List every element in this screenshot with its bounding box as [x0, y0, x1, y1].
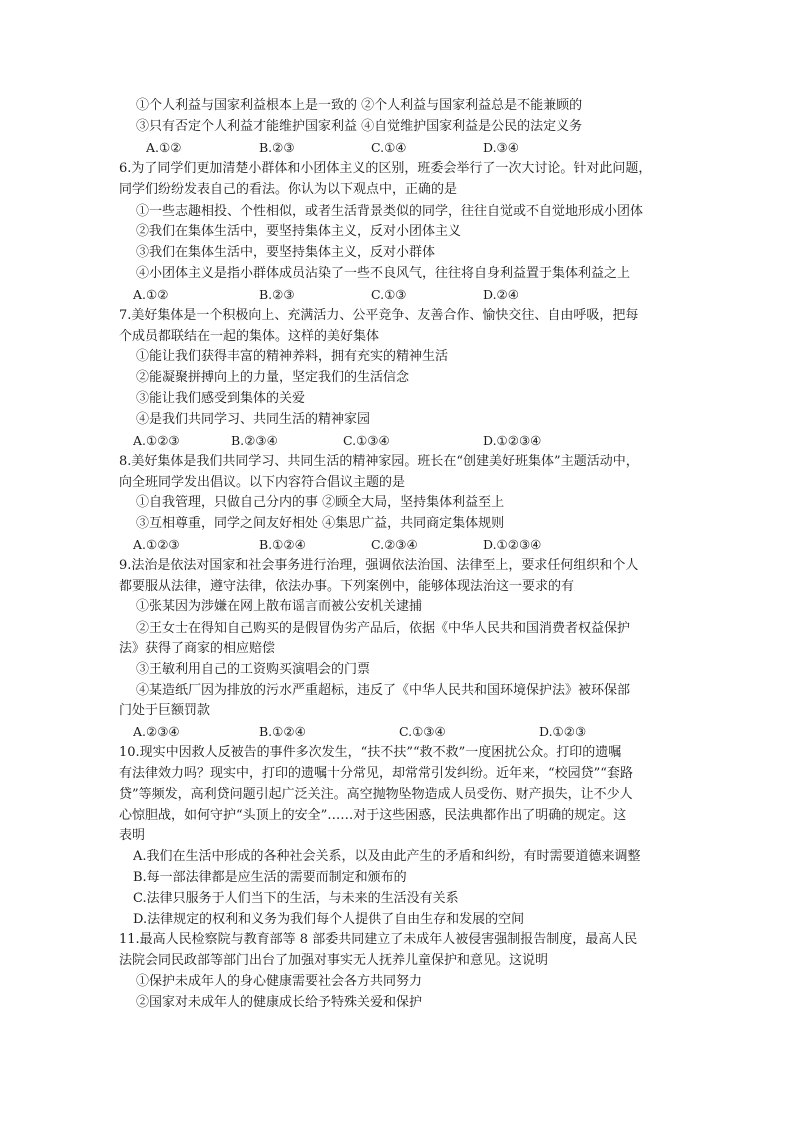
q7-option-4: ④是我们共同学习、共同生活的精神家园 [136, 412, 371, 427]
q9-stem-line-1: 9.法治是依法对国家和社会事务进行治理，强调依法治国、法律至上，要求任何组织和个人 [119, 558, 639, 573]
q6-option-4: ④小团体主义是指小群体成员沾染了一些不良风气，往往将自身利益置于集体利益之上 [136, 266, 631, 281]
q7-stem-line-2: 个成员都联结在一起的集体。这样的美好集体 [119, 329, 380, 344]
q11-option-2: ②国家对未成年人的健康成长给予特殊关爱和保护 [136, 995, 423, 1010]
q10-stem-line-2: 有法律效力吗？现实中，打印的遗嘱十分常见，却常常引发纠纷。近年来，“校园贷”“套路 [119, 766, 633, 781]
q5-option-line-2: ③只有否定个人利益才能维护国家利益 ④自觉维护国家利益是公民的法定义务 [136, 119, 583, 134]
q11-stem-line-2: 法院会同民政部等部门出台了加强对事实无人抚养儿童保护和意见。这说明 [119, 953, 549, 968]
q5-choice-c: C.①④ [371, 140, 407, 155]
q7-option-3: ③能让我们感受到集体的关爱 [136, 391, 306, 406]
q7-choice-c: C.①③④ [343, 433, 390, 448]
q10-stem-line-5: 表明 [119, 828, 146, 843]
q9-stem-line-2: 都要服从法律，遵守法律，依法办事。下列案例中，能够体现法治这一要求的有 [119, 579, 575, 594]
q8-choice-b: B.①②④ [259, 537, 306, 552]
q6-stem-line-2: 同学们纷纷发表自己的看法。你认为以下观点中，正确的是 [119, 182, 458, 197]
q8-stem-line-1: 8.美好集体是我们共同学习、共同生活的精神家园。班长在“创建美好班集体”主题活动中， [119, 454, 639, 469]
q10-option-a: A.我们在生活中形成的各种社会关系，以及由此产生的矛盾和纠纷，有时需要道德来调整 [133, 849, 641, 864]
q6-choice-a: A.①② [133, 287, 169, 302]
q5-option-line-1: ①个人利益与国家利益根本上是一致的 ②个人利益与国家利益总是不能兼顾的 [136, 98, 583, 113]
q9-choice-b: B.①②④ [259, 724, 306, 739]
q9-option-3: ③王敏利用自己的工资购买演唱会的门票 [136, 662, 371, 677]
q10-option-b: B.每一部法律都是应生活的需要而制定和颁布的 [133, 870, 407, 885]
q7-choice-d: D.①②③④ [483, 433, 542, 448]
q6-stem-line-1: 6.为了同学们更加清楚小群体和小团体主义的区别，班委会举行了一次大讨论。针对此问题， [119, 161, 652, 176]
q6-option-1: ①一些志趣相投、个性相似，或者生活背景类似的同学，往往自觉或不自觉地形成小团体 [136, 204, 644, 219]
q7-choice-b: B.②③④ [231, 433, 278, 448]
q9-option-1: ①张某因为涉嫌在网上散布谣言而被公安机关逮捕 [136, 599, 423, 614]
q7-option-2: ②能凝聚拼搏向上的力量，坚定我们的生活信念 [136, 370, 410, 385]
q10-option-c: C.法律只服务于人们当下的生活，与未来的生活没有关系 [133, 891, 459, 906]
q9-option-4-line-2: 门处于巨额罚款 [119, 703, 211, 718]
q5-choice-a: A.①② [146, 140, 182, 155]
q9-option-2-line-1: ②王女士在得知自己购买的是假冒伪劣产品后，依据《中华人民共和国消费者权益保护 [136, 621, 631, 636]
q8-choice-c: C.②③④ [371, 537, 418, 552]
q8-option-line-2: ③互相尊重，同学之间友好相处 ④集思广益，共同商定集体规则 [136, 516, 505, 531]
q5-choice-d: D.③④ [483, 140, 519, 155]
q6-choice-c: C.①③ [371, 287, 407, 302]
q11-option-1: ①保护未成年人的身心健康需要社会各方共同努力 [136, 974, 423, 989]
q8-choice-d: D.①②③④ [483, 537, 542, 552]
q6-choice-d: D.②④ [483, 287, 519, 302]
q8-choice-a: A.①②③ [133, 537, 180, 552]
q5-choice-b: B.②③ [259, 140, 295, 155]
q10-stem-line-1: 10.现实中因救人反被告的事件多次发生，“扶不扶”“救不救”一度困扰公众。打印的遗嘱 [119, 745, 622, 760]
q10-stem-line-3: 贷”等频发，高利贷问题引起广泛关注。高空抛物坠物造成人员受伤、财产损失，让不少人 [119, 787, 633, 802]
q6-option-3: ③我们在集体生活中，要坚持集体主义，反对小群体 [136, 245, 436, 260]
q9-choice-a: A.②③④ [133, 724, 180, 739]
q7-stem-line-1: 7.美好集体是一个积极向上、充满活力、公平竞争、友善合作、愉快交往、自由呼吸，把每 [119, 308, 639, 323]
q7-choice-a: A.①②③ [133, 433, 180, 448]
q9-choice-c: C.①③④ [399, 724, 446, 739]
q6-choice-b: B.②③ [259, 287, 295, 302]
q9-choice-d: D.①②③ [539, 724, 587, 739]
q7-option-1: ①能让我们获得丰富的精神养料，拥有充实的精神生活 [136, 349, 449, 364]
q8-stem-line-2: 向全班同学发出倡议。以下内容符合倡议主题的是 [119, 475, 406, 490]
q11-stem-line-1: 11.最高人民检察院与教育部等 8 部委共同建立了未成年人被侵害强制报告制度，最高人民 [119, 932, 638, 947]
q8-option-line-1: ①自我管理，只做自己分内的事 ②顾全大局，坚持集体利益至上 [136, 495, 505, 510]
q9-option-2-line-2: 法》获得了商家的相应赔偿 [119, 641, 276, 656]
q9-option-4-line-1: ④某造纸厂因为排放的污水严重超标，违反了《中华人民共和国环境保护法》被环保部 [136, 683, 631, 698]
q6-option-2: ②我们在集体生活中，要坚持集体主义，反对小团体主义 [136, 224, 462, 239]
q10-stem-line-4: 心惊胆战，如何守护“头顶上的安全”……对于这些困惑，民法典都作出了明确的规定。这 [119, 808, 627, 823]
q10-option-d: D.法律规定的权利和义务为我们每个人提供了自由生存和发展的空间 [133, 912, 525, 927]
